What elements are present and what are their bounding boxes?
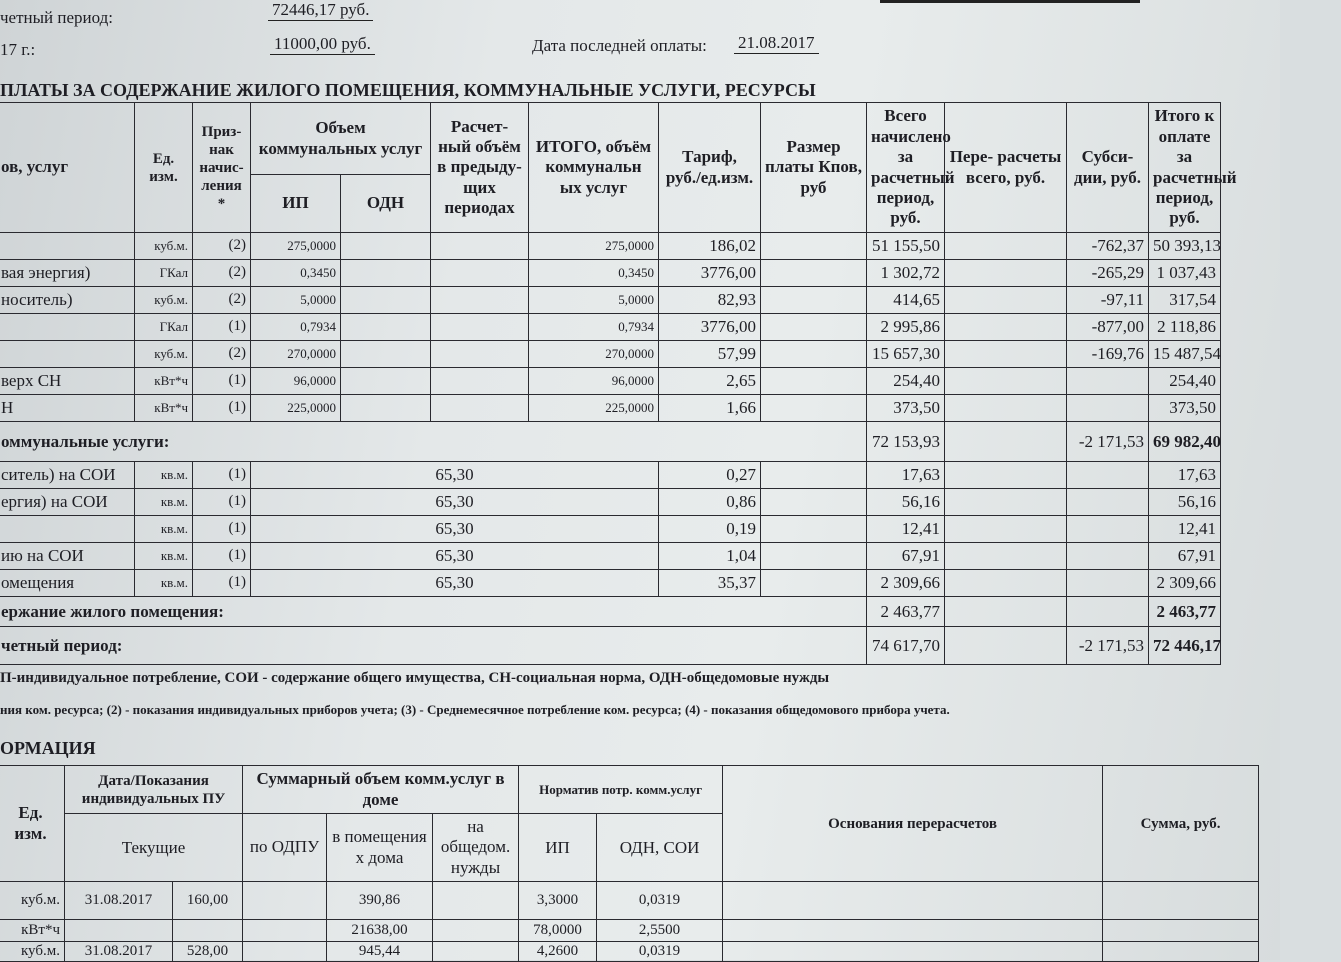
- row-tariff: 2,65: [659, 368, 761, 395]
- row-ip: 0,3450: [251, 260, 341, 287]
- row-prev: [431, 314, 529, 341]
- readings-norm-odn: 0,0319: [597, 882, 723, 920]
- readings-header-row-1: [0, 766, 1259, 814]
- readings-odpu: [243, 942, 327, 962]
- readings-norm-odn: 0,0319: [597, 942, 723, 962]
- readings-odpu: [243, 882, 327, 920]
- readings-sum: [1103, 882, 1259, 920]
- col-prev-header: Расчет- ный объём в предыду- щих периодах: [431, 103, 529, 233]
- row-tariff: 186,02: [659, 233, 761, 260]
- readings-date: 31.08.2017: [65, 942, 173, 962]
- readings-table: [0, 765, 1259, 962]
- readings-norm-ip: 3,3000: [519, 882, 597, 920]
- row-name: носитель): [0, 287, 135, 314]
- col-subsidy-header: Субси- дии, руб.: [1067, 103, 1149, 233]
- soi-unit: кв.м.: [135, 489, 193, 516]
- soi-subsidy: [1067, 543, 1149, 570]
- readings-sum: [1103, 942, 1259, 962]
- soi-charged: 17,63: [867, 462, 945, 489]
- row-subsidy: -97,11: [1067, 287, 1149, 314]
- row-subsidy: [1067, 368, 1149, 395]
- readings-norm-ip-header: ИП: [519, 814, 597, 882]
- top-divider: [880, 0, 1140, 3]
- row-recalc: [945, 314, 1067, 341]
- row-charged: 254,40: [867, 368, 945, 395]
- row-name: Н: [0, 395, 135, 422]
- soi-area: 65,30: [251, 489, 659, 516]
- soi-area: 65,30: [251, 543, 659, 570]
- row-kpov: [761, 287, 867, 314]
- row-recalc: [945, 287, 1067, 314]
- soi-recalc: [945, 543, 1067, 570]
- readings-unit-header: Ед. изм.: [0, 766, 65, 882]
- soi-name: ию на СОИ: [0, 543, 135, 570]
- col-total-pay-header: Итого к оплате за расчетный период, руб.: [1149, 103, 1221, 233]
- table-row: [0, 341, 1341, 368]
- soi-sign: (1): [193, 516, 251, 543]
- row-sign: (1): [193, 314, 251, 341]
- row-recalc: [945, 395, 1067, 422]
- readings-value: 528,00: [173, 942, 243, 962]
- row-recalc: [945, 233, 1067, 260]
- soi-sign: (1): [193, 570, 251, 597]
- row-subsidy: -877,00: [1067, 314, 1149, 341]
- row-ip: 5,0000: [251, 287, 341, 314]
- row-pay: 2 118,86: [1149, 314, 1221, 341]
- row-prev: [431, 260, 529, 287]
- col-volume-header: Объем коммунальных услуг: [251, 103, 431, 175]
- readings-norm-ip: 78,0000: [519, 920, 597, 942]
- row-unit: куб.м.: [135, 233, 193, 260]
- row-kpov: [761, 314, 867, 341]
- row-prev: [431, 395, 529, 422]
- row-pay: 373,50: [1149, 395, 1221, 422]
- section2-title: ОРМАЦИЯ: [0, 738, 96, 758]
- row-name: [0, 233, 135, 260]
- soi-area: 65,30: [251, 516, 659, 543]
- row-kpov: [761, 233, 867, 260]
- row-name: [0, 314, 135, 341]
- row-subsidy: -265,29: [1067, 260, 1149, 287]
- communal-total-pay: 69 982,40: [1149, 422, 1221, 462]
- period-total-subsidy: -2 171,53: [1067, 627, 1149, 665]
- period-total-label: четный период:: [0, 627, 867, 665]
- row-name: верх СН: [0, 368, 135, 395]
- readings-basis: [723, 942, 1103, 962]
- period-total-row: [0, 627, 1341, 665]
- readings-common-header: на общедом. нужды: [433, 814, 519, 882]
- row-subsidy: -169,76: [1067, 341, 1149, 368]
- row-recalc: [945, 341, 1067, 368]
- soi-sign: (1): [193, 462, 251, 489]
- soi-charged: 12,41: [867, 516, 945, 543]
- row-ip: 270,0000: [251, 341, 341, 368]
- row-recalc: [945, 368, 1067, 395]
- row-pay: 15 487,54: [1149, 341, 1221, 368]
- table-row: [0, 233, 1341, 260]
- readings-value: 160,00: [173, 882, 243, 920]
- col-recalc-header: Пере- расчеты всего, руб.: [945, 103, 1067, 233]
- soi-pay: 12,41: [1149, 516, 1221, 543]
- soi-unit: кв.м.: [135, 570, 193, 597]
- row-odn: [341, 287, 431, 314]
- row-name: вая энергия): [0, 260, 135, 287]
- section1-title: ПЛАТЫ ЗА СОДЕРЖАНИЕ ЖИЛОГО ПОМЕЩЕНИЯ, КОММУНАЛЬНЫЕ УСЛУГИ, РЕСУРСЫ: [0, 80, 816, 100]
- readings-norm-header: Норматив потр. комм.услуг: [519, 766, 723, 814]
- row-charged: 51 155,50: [867, 233, 945, 260]
- soi-tariff: 35,37: [659, 570, 761, 597]
- readings-basis-header: Основания перерасчетов: [723, 766, 1103, 882]
- soi-subsidy: [1067, 489, 1149, 516]
- readings-sum: [1103, 920, 1259, 942]
- soi-recalc: [945, 570, 1067, 597]
- period-total-pay: 72 446,17: [1149, 627, 1221, 665]
- readings-premises-header: в помещения х дома: [327, 814, 433, 882]
- soi-charged: 56,16: [867, 489, 945, 516]
- col-tariff-header: Тариф, руб./ед.изм.: [659, 103, 761, 233]
- readings-premises: 390,86: [327, 882, 433, 920]
- col-name-header: ов, услуг: [0, 103, 135, 233]
- row-name: [0, 341, 135, 368]
- period-label: четный период:: [0, 8, 114, 27]
- soi-unit: кв.м.: [135, 543, 193, 570]
- header-row-1: [0, 103, 1341, 175]
- readings-date: 31.08.2017: [65, 882, 173, 920]
- soi-kpov: [761, 489, 867, 516]
- readings-unit: кВт*ч: [0, 920, 65, 942]
- row-kpov: [761, 260, 867, 287]
- row-pay: 254,40: [1149, 368, 1221, 395]
- row-charged: 373,50: [867, 395, 945, 422]
- row-charged: 1 302,72: [867, 260, 945, 287]
- period-value: 72446,17 руб.: [268, 0, 373, 21]
- soi-sign: (1): [193, 543, 251, 570]
- communal-total-charged: 72 153,93: [867, 422, 945, 462]
- soi-recalc: [945, 489, 1067, 516]
- soi-row: [0, 462, 1341, 489]
- readings-value: [173, 920, 243, 942]
- table-row: [0, 260, 1341, 287]
- paid-value: 11000,00 руб.: [270, 34, 375, 55]
- soi-name: ситель) на СОИ: [0, 462, 135, 489]
- row-kpov: [761, 395, 867, 422]
- notes-line-1: П-индивидуальное потребление, СОИ - содержание общего имущества, СН-социальная норма, ОДН-общедомовые нужды: [0, 670, 830, 686]
- row-unit: кВт*ч: [135, 368, 193, 395]
- row-sign: (2): [193, 341, 251, 368]
- soi-row: [0, 570, 1341, 597]
- row-total-volume: 225,0000: [529, 395, 659, 422]
- row-total-volume: 5,0000: [529, 287, 659, 314]
- row-pay: 1 037,43: [1149, 260, 1221, 287]
- soi-tariff: 0,19: [659, 516, 761, 543]
- period-total-recalc: [945, 627, 1067, 665]
- soi-recalc: [945, 516, 1067, 543]
- row-unit: куб.м.: [135, 287, 193, 314]
- soi-tariff: 0,86: [659, 489, 761, 516]
- readings-common: [433, 920, 519, 942]
- readings-odpu-header: по ОДПУ: [243, 814, 327, 882]
- last-payment-date: 21.08.2017: [734, 33, 819, 54]
- soi-area: 65,30: [251, 570, 659, 597]
- row-tariff: 3776,00: [659, 314, 761, 341]
- soi-subsidy: [1067, 570, 1149, 597]
- row-pay: 50 393,13: [1149, 233, 1221, 260]
- row-sign: (1): [193, 368, 251, 395]
- row-tariff: 3776,00: [659, 260, 761, 287]
- soi-unit: кв.м.: [135, 516, 193, 543]
- row-kpov: [761, 368, 867, 395]
- col-unit-header: Ед. изм.: [135, 103, 193, 233]
- row-charged: 414,65: [867, 287, 945, 314]
- housing-total-pay: 2 463,77: [1149, 597, 1221, 627]
- soi-pay: 2 309,66: [1149, 570, 1221, 597]
- soi-area: 65,30: [251, 462, 659, 489]
- row-charged: 2 995,86: [867, 314, 945, 341]
- row-odn: [341, 260, 431, 287]
- soi-tariff: 0,27: [659, 462, 761, 489]
- row-tariff: 57,99: [659, 341, 761, 368]
- soi-unit: кв.м.: [135, 462, 193, 489]
- row-sign: (2): [193, 260, 251, 287]
- row-unit: ГКал: [135, 314, 193, 341]
- row-total-volume: 0,7934: [529, 314, 659, 341]
- housing-total-charged: 2 463,77: [867, 597, 945, 627]
- col-sign-header: Приз- нак начис- ления *: [193, 103, 251, 233]
- row-ip: 0,7934: [251, 314, 341, 341]
- readings-row: [0, 942, 1259, 962]
- soi-kpov: [761, 570, 867, 597]
- readings-norm-odn-header: ОДН, СОИ: [597, 814, 723, 882]
- last-payment-label: Дата последней оплаты:: [532, 36, 707, 55]
- readings-unit: куб.м.: [0, 882, 65, 920]
- soi-row: [0, 543, 1341, 570]
- col-kpov-header: Размер платы Кпов, руб: [761, 103, 867, 233]
- row-total-volume: 96,0000: [529, 368, 659, 395]
- row-unit: кВт*ч: [135, 395, 193, 422]
- soi-subsidy: [1067, 462, 1149, 489]
- row-recalc: [945, 260, 1067, 287]
- soi-pay: 56,16: [1149, 489, 1221, 516]
- readings-ipu-header: Дата/Показания индивидуальных ПУ: [65, 766, 243, 814]
- row-odn: [341, 341, 431, 368]
- housing-total-subsidy: [1067, 597, 1149, 627]
- soi-row: [0, 489, 1341, 516]
- readings-premises: 21638,00: [327, 920, 433, 942]
- row-subsidy: [1067, 395, 1149, 422]
- communal-total-label: оммунальные услуги:: [0, 422, 867, 462]
- soi-charged: 67,91: [867, 543, 945, 570]
- table-row: [0, 395, 1341, 422]
- soi-name: [0, 516, 135, 543]
- row-total-volume: 270,0000: [529, 341, 659, 368]
- row-odn: [341, 395, 431, 422]
- soi-name: ергия) на СОИ: [0, 489, 135, 516]
- readings-unit: куб.м.: [0, 942, 65, 962]
- row-odn: [341, 368, 431, 395]
- readings-common: [433, 882, 519, 920]
- readings-norm-odn: 2,5500: [597, 920, 723, 942]
- readings-basis: [723, 920, 1103, 942]
- row-odn: [341, 314, 431, 341]
- soi-pay: 67,91: [1149, 543, 1221, 570]
- row-prev: [431, 341, 529, 368]
- row-sign: (2): [193, 287, 251, 314]
- period-total-charged: 74 617,70: [867, 627, 945, 665]
- readings-odpu: [243, 920, 327, 942]
- row-pay: 317,54: [1149, 287, 1221, 314]
- row-subsidy: -762,37: [1067, 233, 1149, 260]
- soi-tariff: 1,04: [659, 543, 761, 570]
- table-row: [0, 368, 1341, 395]
- readings-common: [433, 942, 519, 962]
- soi-kpov: [761, 462, 867, 489]
- row-prev: [431, 233, 529, 260]
- readings-current-header: Текущие: [65, 814, 243, 882]
- soi-sign: (1): [193, 489, 251, 516]
- soi-kpov: [761, 516, 867, 543]
- readings-date: [65, 920, 173, 942]
- readings-sum-header: Сумма, руб.: [1103, 766, 1259, 882]
- readings-house-volume-header: Суммарный объем комм.услуг в доме: [243, 766, 519, 814]
- communal-total-row: [0, 422, 1341, 462]
- row-prev: [431, 287, 529, 314]
- housing-total-row: [0, 597, 1341, 627]
- row-sign: (1): [193, 395, 251, 422]
- readings-premises: 945,44: [327, 942, 433, 962]
- table-row: [0, 314, 1341, 341]
- row-total-volume: 275,0000: [529, 233, 659, 260]
- soi-recalc: [945, 462, 1067, 489]
- row-ip: 275,0000: [251, 233, 341, 260]
- readings-row: [0, 882, 1259, 920]
- row-ip: 96,0000: [251, 368, 341, 395]
- soi-charged: 2 309,66: [867, 570, 945, 597]
- soi-pay: 17,63: [1149, 462, 1221, 489]
- soi-row: [0, 516, 1341, 543]
- communal-total-subsidy: -2 171,53: [1067, 422, 1149, 462]
- row-unit: ГКал: [135, 260, 193, 287]
- col-charged-header: Всего начислено за расчетный период, руб.: [867, 103, 945, 233]
- soi-subsidy: [1067, 516, 1149, 543]
- row-sign: (2): [193, 233, 251, 260]
- readings-row: [0, 920, 1259, 942]
- soi-name: омещения: [0, 570, 135, 597]
- housing-total-recalc: [945, 597, 1067, 627]
- row-tariff: 82,93: [659, 287, 761, 314]
- readings-basis: [723, 882, 1103, 920]
- row-odn: [341, 233, 431, 260]
- row-kpov: [761, 341, 867, 368]
- col-total-volume-header: ИТОГО, объём коммунальн ых услуг: [529, 103, 659, 233]
- soi-kpov: [761, 543, 867, 570]
- notes-line-2: ния ком. ресурса; (2) - показания индивидуальных приборов учета; (3) - Среднемесячное потребление ком. ресурса; (4) - показания общедомового прибора учета.: [0, 702, 950, 717]
- housing-total-label: ержание жилого помещения:: [0, 597, 867, 627]
- row-ip: 225,0000: [251, 395, 341, 422]
- col-odn-header: ОДН: [341, 175, 431, 233]
- row-tariff: 1,66: [659, 395, 761, 422]
- paid-label: 17 г.:: [0, 40, 36, 59]
- communal-total-recalc: [945, 422, 1067, 462]
- row-total-volume: 0,3450: [529, 260, 659, 287]
- readings-norm-ip: 4,2600: [519, 942, 597, 962]
- charges-table: [0, 102, 1341, 665]
- col-ip-header: ИП: [251, 175, 341, 233]
- row-unit: куб.м.: [135, 341, 193, 368]
- row-prev: [431, 368, 529, 395]
- table-row: [0, 287, 1341, 314]
- row-charged: 15 657,30: [867, 341, 945, 368]
